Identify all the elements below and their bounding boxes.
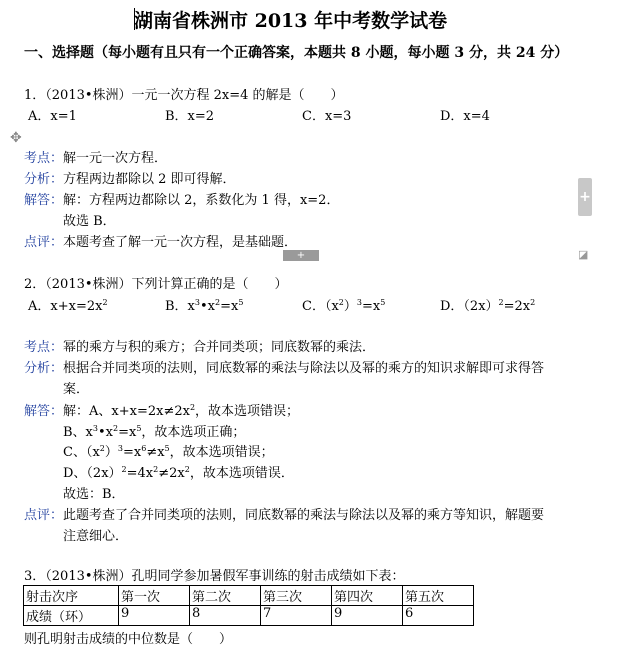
label-jieda: 解答： — [24, 404, 64, 419]
move-handle-icon[interactable]: ✥ — [10, 130, 22, 146]
table-cell: 成绩（环） — [24, 606, 119, 626]
insert-row-button[interactable]: + — [283, 250, 319, 261]
table-cell: 第二次 — [190, 586, 261, 606]
q3-stem: 3．（2013•株洲）孔明同学参加暑假军事训练的射击成绩如下表： — [24, 569, 405, 584]
q2-jieda-d: D、$(2x)^2=4x^2\ne 2x^2$，故本选项错误． — [63, 465, 294, 481]
q2-kaodian: 幂的乘方与积的乘方；合并同类项；同底数幂的乘法． — [63, 340, 376, 355]
table-cell: 第五次 — [403, 586, 474, 606]
table-cell: 8 — [190, 606, 261, 626]
q1-option-d: D．x=4 — [440, 109, 490, 124]
q1-dianping: 本题考查了解一元一次方程，是基础题． — [63, 235, 298, 250]
q2-option-d: D．$(2x)^2=2x^2$ — [440, 298, 536, 314]
label-kaodian: 考点： — [24, 151, 64, 166]
resize-handle-icon[interactable]: ◪ — [578, 248, 589, 261]
q3-question: 则孔明射击成绩的中位数是（ ） — [24, 632, 233, 647]
table-cell: 9 — [332, 606, 403, 626]
side-expand-button[interactable]: + — [578, 178, 592, 216]
q2-fenxi-line2: 案． — [63, 382, 90, 397]
q2-jieda-c: C、$(x^2)^3=x^6\ne x^5$，故本选项错误； — [63, 444, 274, 460]
label-fenxi: 分析： — [24, 361, 64, 376]
q2-jieda-conclusion: 故选：B． — [63, 487, 125, 502]
q2-option-c: C．$(x^2)^3=x^5$ — [302, 298, 386, 314]
q1-stem: 1．（2013•株洲）一元一次方程 2x=4 的解是（ ） — [24, 88, 344, 103]
table-cell: 第一次 — [119, 586, 190, 606]
q2-dianping-line1: 此题考查了合并同类项的法则，同底数幂的乘法与除法以及幂的乘方等知识，解题要 — [63, 508, 545, 523]
q1-kaodian: 解一元一次方程． — [63, 151, 168, 166]
label-jieda: 解答： — [24, 193, 64, 208]
table-cell: 6 — [403, 606, 474, 626]
table-cell: 第四次 — [332, 586, 403, 606]
q2-option-a: A．$x+x=2x^2$ — [28, 298, 108, 314]
table-cell: 第三次 — [261, 586, 332, 606]
label-dianping: 点评： — [24, 508, 64, 523]
q2-jieda-b: B、$x^3•x^2=x^5$，故本选项正确； — [63, 424, 246, 440]
q1-jieda-line1: 解：方程两边都除以 2，系数化为 1 得，x=2． — [63, 193, 340, 208]
q2-jieda-a: 解：A、$x+x=2x\ne 2x^2$，故本选项错误； — [63, 403, 300, 419]
q1-jieda-line2: 故选 B． — [63, 214, 116, 229]
q2-dianping-line2: 注意细心． — [63, 529, 129, 544]
page-title: 湖南省株洲市 2013 年中考数学试卷 — [134, 10, 448, 32]
section-heading: 一、选择题（每小题有且只有一个正确答案，本题共 8 小题，每小题 3 分，共 24 分） — [24, 45, 569, 61]
table-cell: 7 — [261, 606, 332, 626]
q1-option-b: B．x=2 — [165, 109, 215, 124]
q2-stem: 2．（2013•株洲）下列计算正确的是（ ） — [24, 277, 288, 292]
q1-fenxi: 方程两边都除以 2 即可得解． — [63, 172, 236, 187]
table-row — [24, 586, 474, 606]
label-dianping: 点评： — [24, 235, 64, 250]
table-row — [24, 606, 474, 626]
q1-option-a: A．x=1 — [28, 109, 77, 124]
label-kaodian: 考点： — [24, 340, 64, 355]
table-cell: 9 — [119, 606, 190, 626]
q2-fenxi-line1: 根据合并同类项的法则，同底数幂的乘法与除法以及幂的乘方的知识求解即可求得答 — [63, 361, 545, 376]
q2-option-b: B．$x^3•x^2=x^5$ — [165, 298, 244, 314]
score-table — [23, 585, 474, 626]
q1-option-c: C．x=3 — [302, 109, 352, 124]
table-cell: 射击次序 — [24, 586, 119, 606]
label-fenxi: 分析： — [24, 172, 64, 187]
